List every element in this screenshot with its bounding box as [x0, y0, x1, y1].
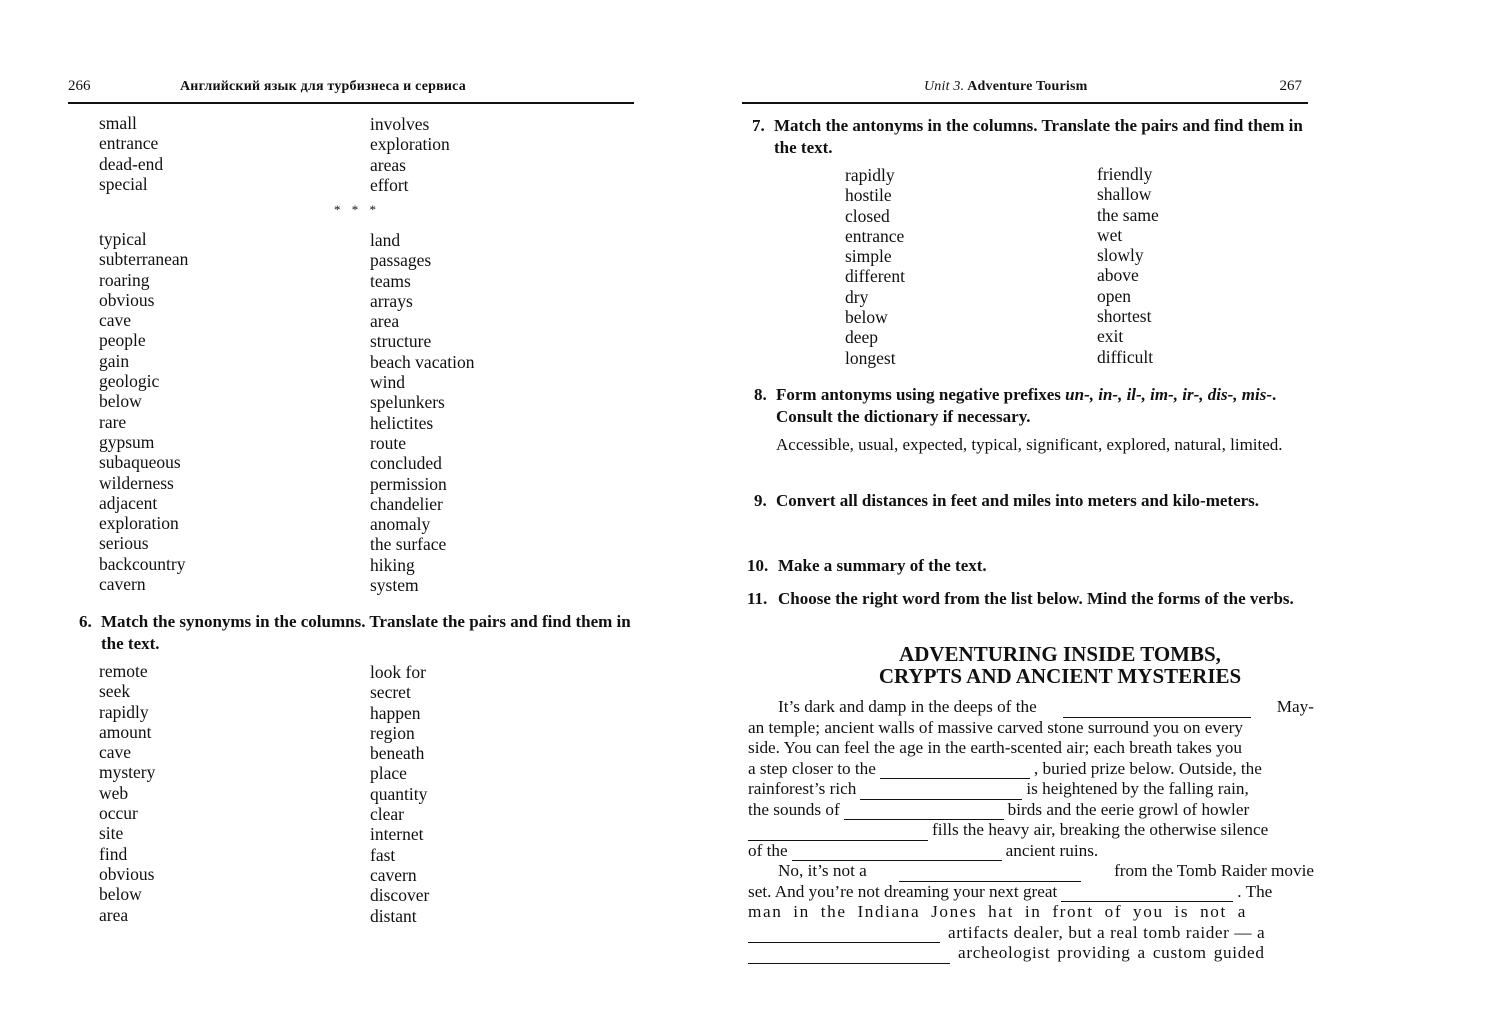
- word-item: region: [370, 722, 415, 743]
- word-item: involves: [370, 114, 430, 134]
- word-item: below: [99, 391, 142, 412]
- word-item: rapidly: [845, 165, 895, 185]
- word-item: rare: [99, 411, 127, 432]
- word-item: quantity: [370, 783, 428, 804]
- word-item: exit: [1097, 326, 1124, 347]
- word-item: amount: [99, 721, 152, 742]
- word-item: entrance: [99, 133, 159, 154]
- task-number: 6.: [79, 612, 92, 631]
- word-item: concluded: [370, 453, 442, 474]
- word-item: system: [370, 575, 419, 596]
- word-item: areas: [370, 154, 406, 175]
- word-item: web: [99, 782, 129, 803]
- word-item: area: [99, 904, 129, 925]
- word-item: slowly: [1097, 245, 1144, 266]
- fill-in-blank[interactable]: [880, 764, 1030, 779]
- task-6: [79, 611, 635, 655]
- word-item: cave: [99, 742, 132, 763]
- story-text-fragment: the sounds of: [748, 799, 840, 819]
- task-text: . Consult the dictionary if necessary.: [776, 385, 1277, 426]
- word-item: area: [370, 311, 400, 332]
- story-text-line: side. You can feel the age in the earth-scented air; each breath takes you: [748, 738, 1242, 757]
- word-item: look for: [370, 662, 426, 682]
- task-number: 10.: [747, 556, 769, 575]
- word-item: wet: [1097, 224, 1123, 245]
- word-item: clear: [370, 804, 404, 825]
- page-header-left: [68, 74, 634, 104]
- word-item: happen: [370, 702, 421, 723]
- task-7: [752, 115, 1312, 159]
- task-instruction: Match the antonyms in the columns. Translate the pairs and find them in the text.: [774, 116, 1303, 157]
- story-text-fragment: of the: [748, 840, 788, 860]
- story-title-line-2: CRYPTS AND ANCIENT MYSTERIES: [878, 664, 1242, 688]
- word-item: beach vacation: [370, 351, 475, 372]
- task-number: 9.: [754, 491, 767, 510]
- word-item: site: [99, 823, 124, 844]
- story-text-fragment: is heightened by the falling rain,: [1026, 779, 1249, 798]
- word-item: fast: [370, 844, 396, 865]
- word-item: shallow: [1097, 184, 1152, 205]
- word-item: friendly: [1097, 164, 1153, 184]
- story-text-fragment: fills the heavy air, breaking the otherwise silence: [932, 820, 1269, 839]
- task-number: 8.: [754, 385, 767, 404]
- task-number: 7.: [752, 116, 765, 135]
- section-separator: * * *: [334, 202, 380, 217]
- word-item: distant: [370, 905, 417, 926]
- word-item: structure: [370, 331, 432, 352]
- fill-in-blank[interactable]: [899, 867, 1081, 882]
- word-item: subterranean: [99, 249, 189, 270]
- word-item: mystery: [99, 762, 156, 783]
- word-column-b: [370, 114, 450, 195]
- word-item: internet: [370, 824, 424, 845]
- word-column-a: [99, 661, 155, 925]
- word-item: closed: [845, 205, 890, 226]
- word-item: subaqueous: [99, 452, 181, 473]
- word-item: occur: [99, 803, 138, 824]
- story-text-fragment: birds and the eerie growl of howler: [1007, 799, 1250, 819]
- word-item: discover: [370, 885, 430, 906]
- word-item: gypsum: [99, 431, 155, 452]
- unit-topic: Adventure Tourism: [967, 79, 1088, 94]
- word-item: cavern: [99, 574, 146, 595]
- story-text-fragment: May-: [1276, 697, 1314, 716]
- word-item: shortest: [1097, 306, 1152, 327]
- word-column-a: [99, 229, 188, 594]
- task-8: [754, 384, 1312, 428]
- word-item: entrance: [845, 225, 905, 246]
- word-item: serious: [99, 533, 149, 554]
- story-text-fragment: ancient ruins.: [1005, 840, 1099, 860]
- story-text-fragment: from the Tomb Raider movie: [1114, 861, 1314, 880]
- story-text-fragment: archeologist providing a custom guided: [958, 943, 1265, 962]
- story-text-line: man in the Indiana Jones hat in front of you is not a: [748, 902, 1247, 921]
- task-instruction: [754, 384, 1312, 428]
- word-item: permission: [370, 473, 447, 494]
- fill-in-blank[interactable]: [748, 826, 928, 841]
- word-item: roaring: [99, 269, 150, 290]
- word-item: cavern: [370, 864, 417, 885]
- story-text-fragment: set. And you’re not dreaming your next great: [748, 881, 1058, 901]
- story-text-fragment: , buried prize below. Outside, the: [1033, 758, 1262, 778]
- story-text-fragment: It’s dark and damp in the deeps of the: [778, 697, 1037, 716]
- word-item: obvious: [99, 289, 155, 310]
- word-item: hiking: [370, 554, 415, 575]
- word-item: teams: [370, 270, 411, 291]
- story-title-line-1: ADVENTURING INSIDE TOMBS,: [899, 642, 1221, 666]
- fill-in-blank[interactable]: [1061, 887, 1233, 902]
- word-item: obvious: [99, 863, 155, 884]
- word-item: exploration: [370, 134, 450, 155]
- word-column-a: [99, 113, 163, 194]
- word-item: adjacent: [99, 492, 158, 513]
- fill-in-blank[interactable]: [860, 785, 1022, 800]
- word-item: typical: [99, 229, 147, 249]
- word-item: below: [99, 884, 142, 905]
- word-item: above: [1097, 265, 1139, 286]
- fill-in-blank[interactable]: [792, 846, 1002, 861]
- task-instruction: Choose the right word from the list below. Mind the forms of the verbs.: [778, 589, 1294, 608]
- task-10: [747, 555, 1312, 577]
- word-item: the same: [1097, 204, 1159, 225]
- word-column-a: [845, 165, 905, 368]
- story-text-fragment: . The: [1237, 881, 1273, 901]
- word-item: below: [845, 307, 888, 328]
- word-item: simple: [845, 246, 892, 267]
- word-item: exploration: [99, 513, 179, 534]
- word-item: spelunkers: [370, 392, 445, 413]
- story-text-line: an temple; ancient walls of massive carved stone surround you on every: [748, 717, 1243, 737]
- word-item: remote: [99, 661, 148, 681]
- word-item: rapidly: [99, 701, 149, 722]
- word-item: seek: [99, 681, 131, 702]
- running-title: [924, 79, 1087, 95]
- word-item: route: [370, 432, 406, 453]
- word-item: passages: [370, 250, 432, 271]
- word-column-b: [370, 662, 429, 926]
- fill-in-blank[interactable]: [1063, 703, 1251, 718]
- word-item: find: [99, 843, 128, 864]
- word-item: backcountry: [99, 553, 186, 574]
- fill-in-blank[interactable]: [748, 949, 950, 964]
- word-item: open: [1097, 285, 1132, 306]
- word-item: geologic: [99, 371, 160, 392]
- word-column-b: [1097, 164, 1159, 367]
- word-item: small: [99, 113, 137, 133]
- word-item: secret: [370, 682, 411, 703]
- page-number: 267: [1279, 78, 1302, 94]
- page-header-right: [742, 74, 1308, 104]
- word-item: different: [845, 266, 905, 287]
- story-text-fragment: a step closer to the: [748, 758, 876, 778]
- word-item: gain: [99, 350, 130, 371]
- prefix-list: un-, in-, il-, im-, ir-, dis-, mis-: [1065, 385, 1273, 404]
- word-item: hostile: [845, 185, 892, 206]
- story-text: [748, 697, 1314, 964]
- task-instruction: Match the synonyms in the columns. Translate the pairs and find them in the text.: [101, 612, 631, 653]
- word-item: difficult: [1097, 346, 1154, 367]
- word-item: the surface: [370, 534, 447, 555]
- word-column-b: [370, 230, 474, 595]
- word-item: wilderness: [99, 472, 174, 493]
- word-item: dry: [845, 286, 869, 307]
- running-title: Английский язык для турбизнеса и сервиса: [180, 79, 466, 94]
- word-item: helictites: [370, 412, 434, 433]
- unit-label: Unit 3.: [924, 79, 965, 94]
- task-text: Form antonyms using negative prefixes: [776, 385, 1066, 404]
- story-text-fragment: artifacts dealer, but a real tomb raider — a: [948, 922, 1266, 942]
- task-instruction: Convert all distances in feet and miles into meters and kilo-meters.: [776, 491, 1260, 510]
- task-instruction: Make a summary of the text.: [778, 556, 987, 575]
- fill-in-blank[interactable]: [748, 928, 940, 943]
- task-8-words: Accessible, usual, expected, typical, significant, explored, natural, limited.: [776, 435, 1283, 454]
- task-number: 11.: [747, 589, 768, 608]
- right-page: [740, 0, 1500, 1029]
- word-item: chandelier: [370, 493, 443, 514]
- fill-in-blank[interactable]: [844, 805, 1004, 820]
- word-item: land: [370, 230, 401, 250]
- word-item: beneath: [370, 743, 425, 764]
- word-item: effort: [370, 174, 409, 195]
- word-item: longest: [845, 347, 896, 368]
- word-item: people: [99, 330, 146, 351]
- page-number: 266: [68, 78, 91, 94]
- story-text-fragment: rainforest’s rich: [748, 779, 857, 798]
- word-item: deep: [845, 327, 879, 348]
- word-item: special: [99, 173, 148, 194]
- story-text-fragment: No, it’s not a: [778, 861, 867, 880]
- word-item: cave: [99, 310, 132, 331]
- task-9: [754, 490, 1312, 512]
- word-item: dead-end: [99, 153, 164, 174]
- word-item: place: [370, 763, 407, 784]
- task-11: [747, 588, 1312, 610]
- word-item: anomaly: [370, 514, 431, 535]
- word-item: wind: [370, 372, 405, 393]
- word-item: arrays: [370, 290, 413, 311]
